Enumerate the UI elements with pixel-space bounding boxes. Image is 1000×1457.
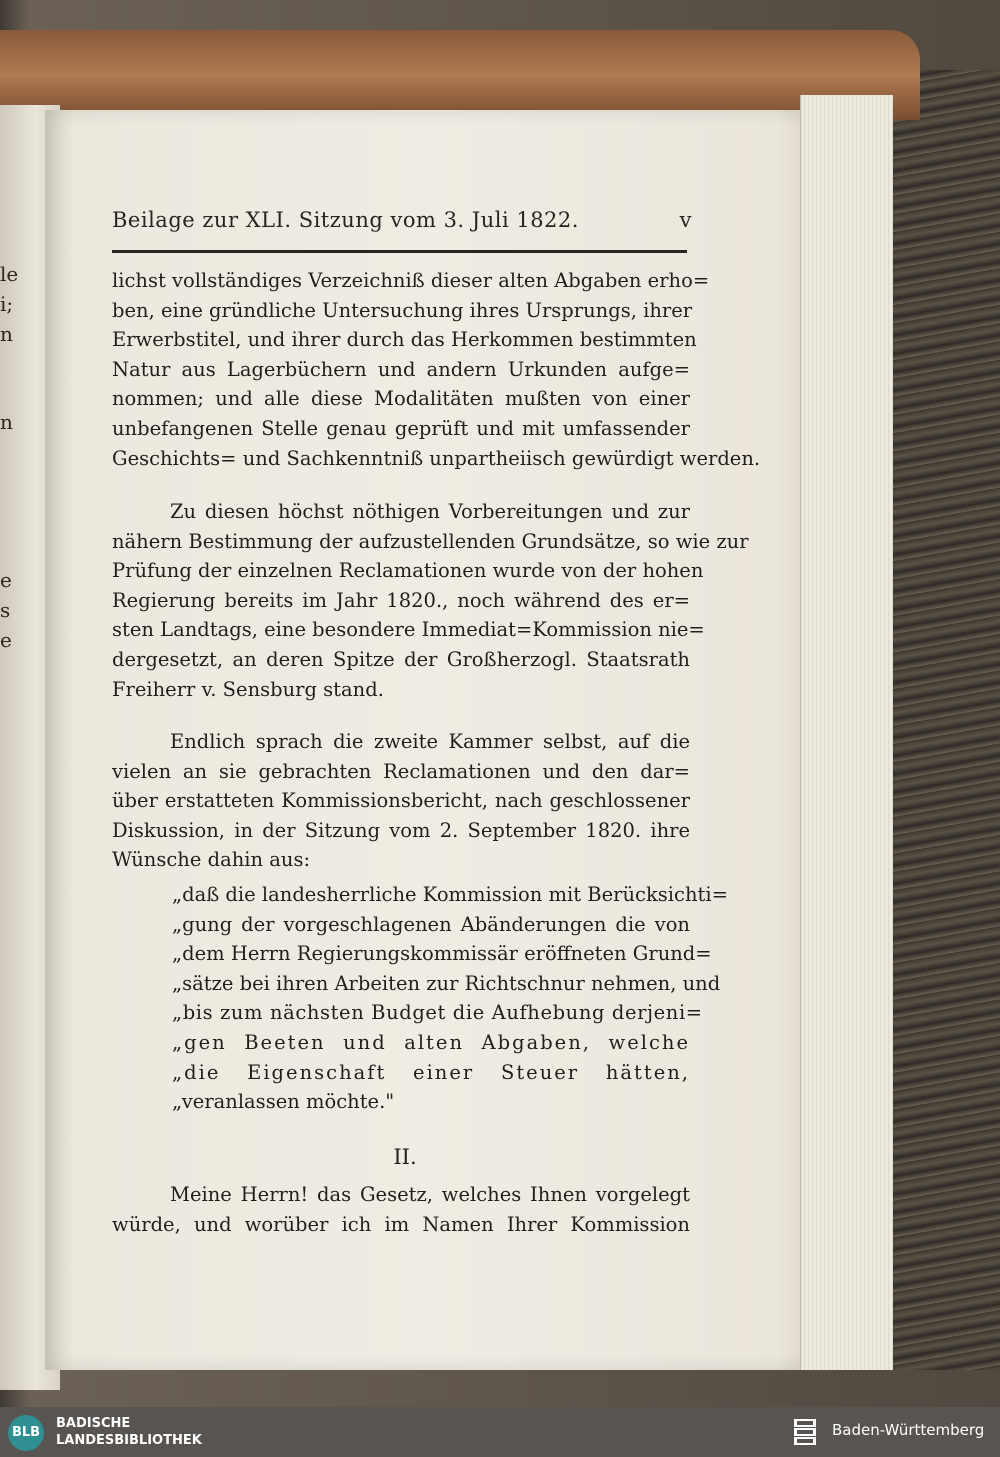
margin-fragment: i; — [0, 292, 14, 316]
text-line: Geschichts= und Sachkenntniß unpartheiisch gewürdigt werden. — [112, 446, 761, 470]
text-line: über erstatteten Kommissionsbericht, nach geschlossener — [112, 789, 690, 813]
text-line: Zu diesen höchst nöthigen Vorbereitungen und zur — [170, 500, 690, 523]
text-line: Prüfung der einzelnen Reclamationen wurde von der hohen — [112, 559, 704, 583]
text-line: Endlich sprach die zweite Kammer selbst, auf die — [170, 730, 690, 753]
library-name-line: BADISCHE — [56, 1416, 131, 1431]
text-line: nommen; und alle diese Modalitäten mußten von einer — [112, 387, 690, 411]
margin-fragment: le — [0, 262, 19, 286]
text-line: Natur aus Lagerbüchern und andern Urkunden aufge= — [112, 357, 690, 381]
paragraph-4 — [112, 1180, 690, 1239]
text-line: dergesetzt, an deren Spitze der Großherzogl. Staatsrath — [112, 647, 690, 671]
text-line: „veranlassen möchte." — [172, 1090, 395, 1114]
page-block-edge — [800, 95, 893, 1370]
blb-logo[interactable]: BLB — [8, 1415, 44, 1451]
text-line: unbefangenen Stelle genau geprüft und mit umfassender — [112, 416, 690, 440]
margin-fragment: s — [0, 598, 11, 622]
paragraph-3 — [112, 727, 690, 875]
text-line: Erwerbstitel, und ihrer durch das Herkommen bestimmten — [112, 328, 697, 352]
state-name[interactable]: Baden-Württemberg — [832, 1421, 985, 1439]
text-line: lichst vollständiges Verzeichniß dieser alten Abgaben erho= — [112, 269, 710, 292]
running-head — [112, 208, 692, 232]
header-rule — [112, 250, 687, 253]
footer-bar — [0, 1407, 1000, 1457]
text-line: ben, eine gründliche Untersuchung ihres Ursprungs, ihrer — [112, 298, 693, 322]
text-line: Meine Herrn! das Gesetz, welches Ihnen vorgelegt — [170, 1183, 690, 1206]
text-line: nähern Bestimmung der aufzustellenden Grundsätze, so wie zur — [112, 529, 749, 553]
margin-fragment: e — [0, 628, 12, 652]
text-line: „daß die landesherrliche Kommission mit Berücksichti= — [172, 883, 728, 906]
running-head-title: Beilage zur XLI. Sitzung vom 3. Juli 1822. — [112, 208, 579, 232]
book-cover-edge — [880, 70, 1000, 1370]
paragraph-1 — [112, 266, 761, 473]
library-name[interactable] — [56, 1415, 202, 1449]
lion-emblem-icon — [792, 1417, 818, 1447]
text-line: „gen Beeten und alten Abgaben, welche — [172, 1030, 690, 1054]
text-line: würde, und worüber ich im Namen Ihrer Kommission — [112, 1212, 690, 1236]
text-line: vielen an sie gebrachten Reclamationen und den dar= — [112, 759, 690, 783]
text-line: „dem Herrn Regierungskommissär eröffneten Grund= — [172, 942, 712, 966]
quotation-block — [172, 880, 728, 1117]
page-number: v — [679, 208, 692, 232]
text-line: Wünsche dahin aus: — [112, 848, 311, 872]
text-line: „bis zum nächsten Budget die Aufhebung derjeni= — [172, 1001, 703, 1025]
text-line: „die Eigenschaft einer Steuer hätten, — [172, 1060, 690, 1084]
text-line: Regierung bereits im Jahr 1820., noch während des er= — [112, 588, 690, 612]
text-line: „sätze bei ihren Arbeiten zur Richtschnur nehmen, und — [172, 971, 721, 995]
margin-fragment: n — [0, 410, 13, 434]
margin-fragment: n — [0, 322, 13, 346]
text-line: Diskussion, in der Sitzung vom 2. September 1820. ihre — [112, 818, 690, 842]
text-line: „gung der vorgeschlagenen Abänderungen die von — [172, 912, 690, 936]
paragraph-2 — [112, 497, 749, 704]
text-line: sten Landtags, eine besondere Immediat=Kommission nie= — [112, 618, 705, 642]
book-spine-top — [0, 30, 920, 120]
section-number: II. — [393, 1145, 417, 1169]
text-line: Freiherr v. Sensburg stand. — [112, 677, 384, 701]
library-name-line: LANDESBIBLIOTHEK — [56, 1433, 202, 1448]
margin-fragment: e — [0, 568, 12, 592]
